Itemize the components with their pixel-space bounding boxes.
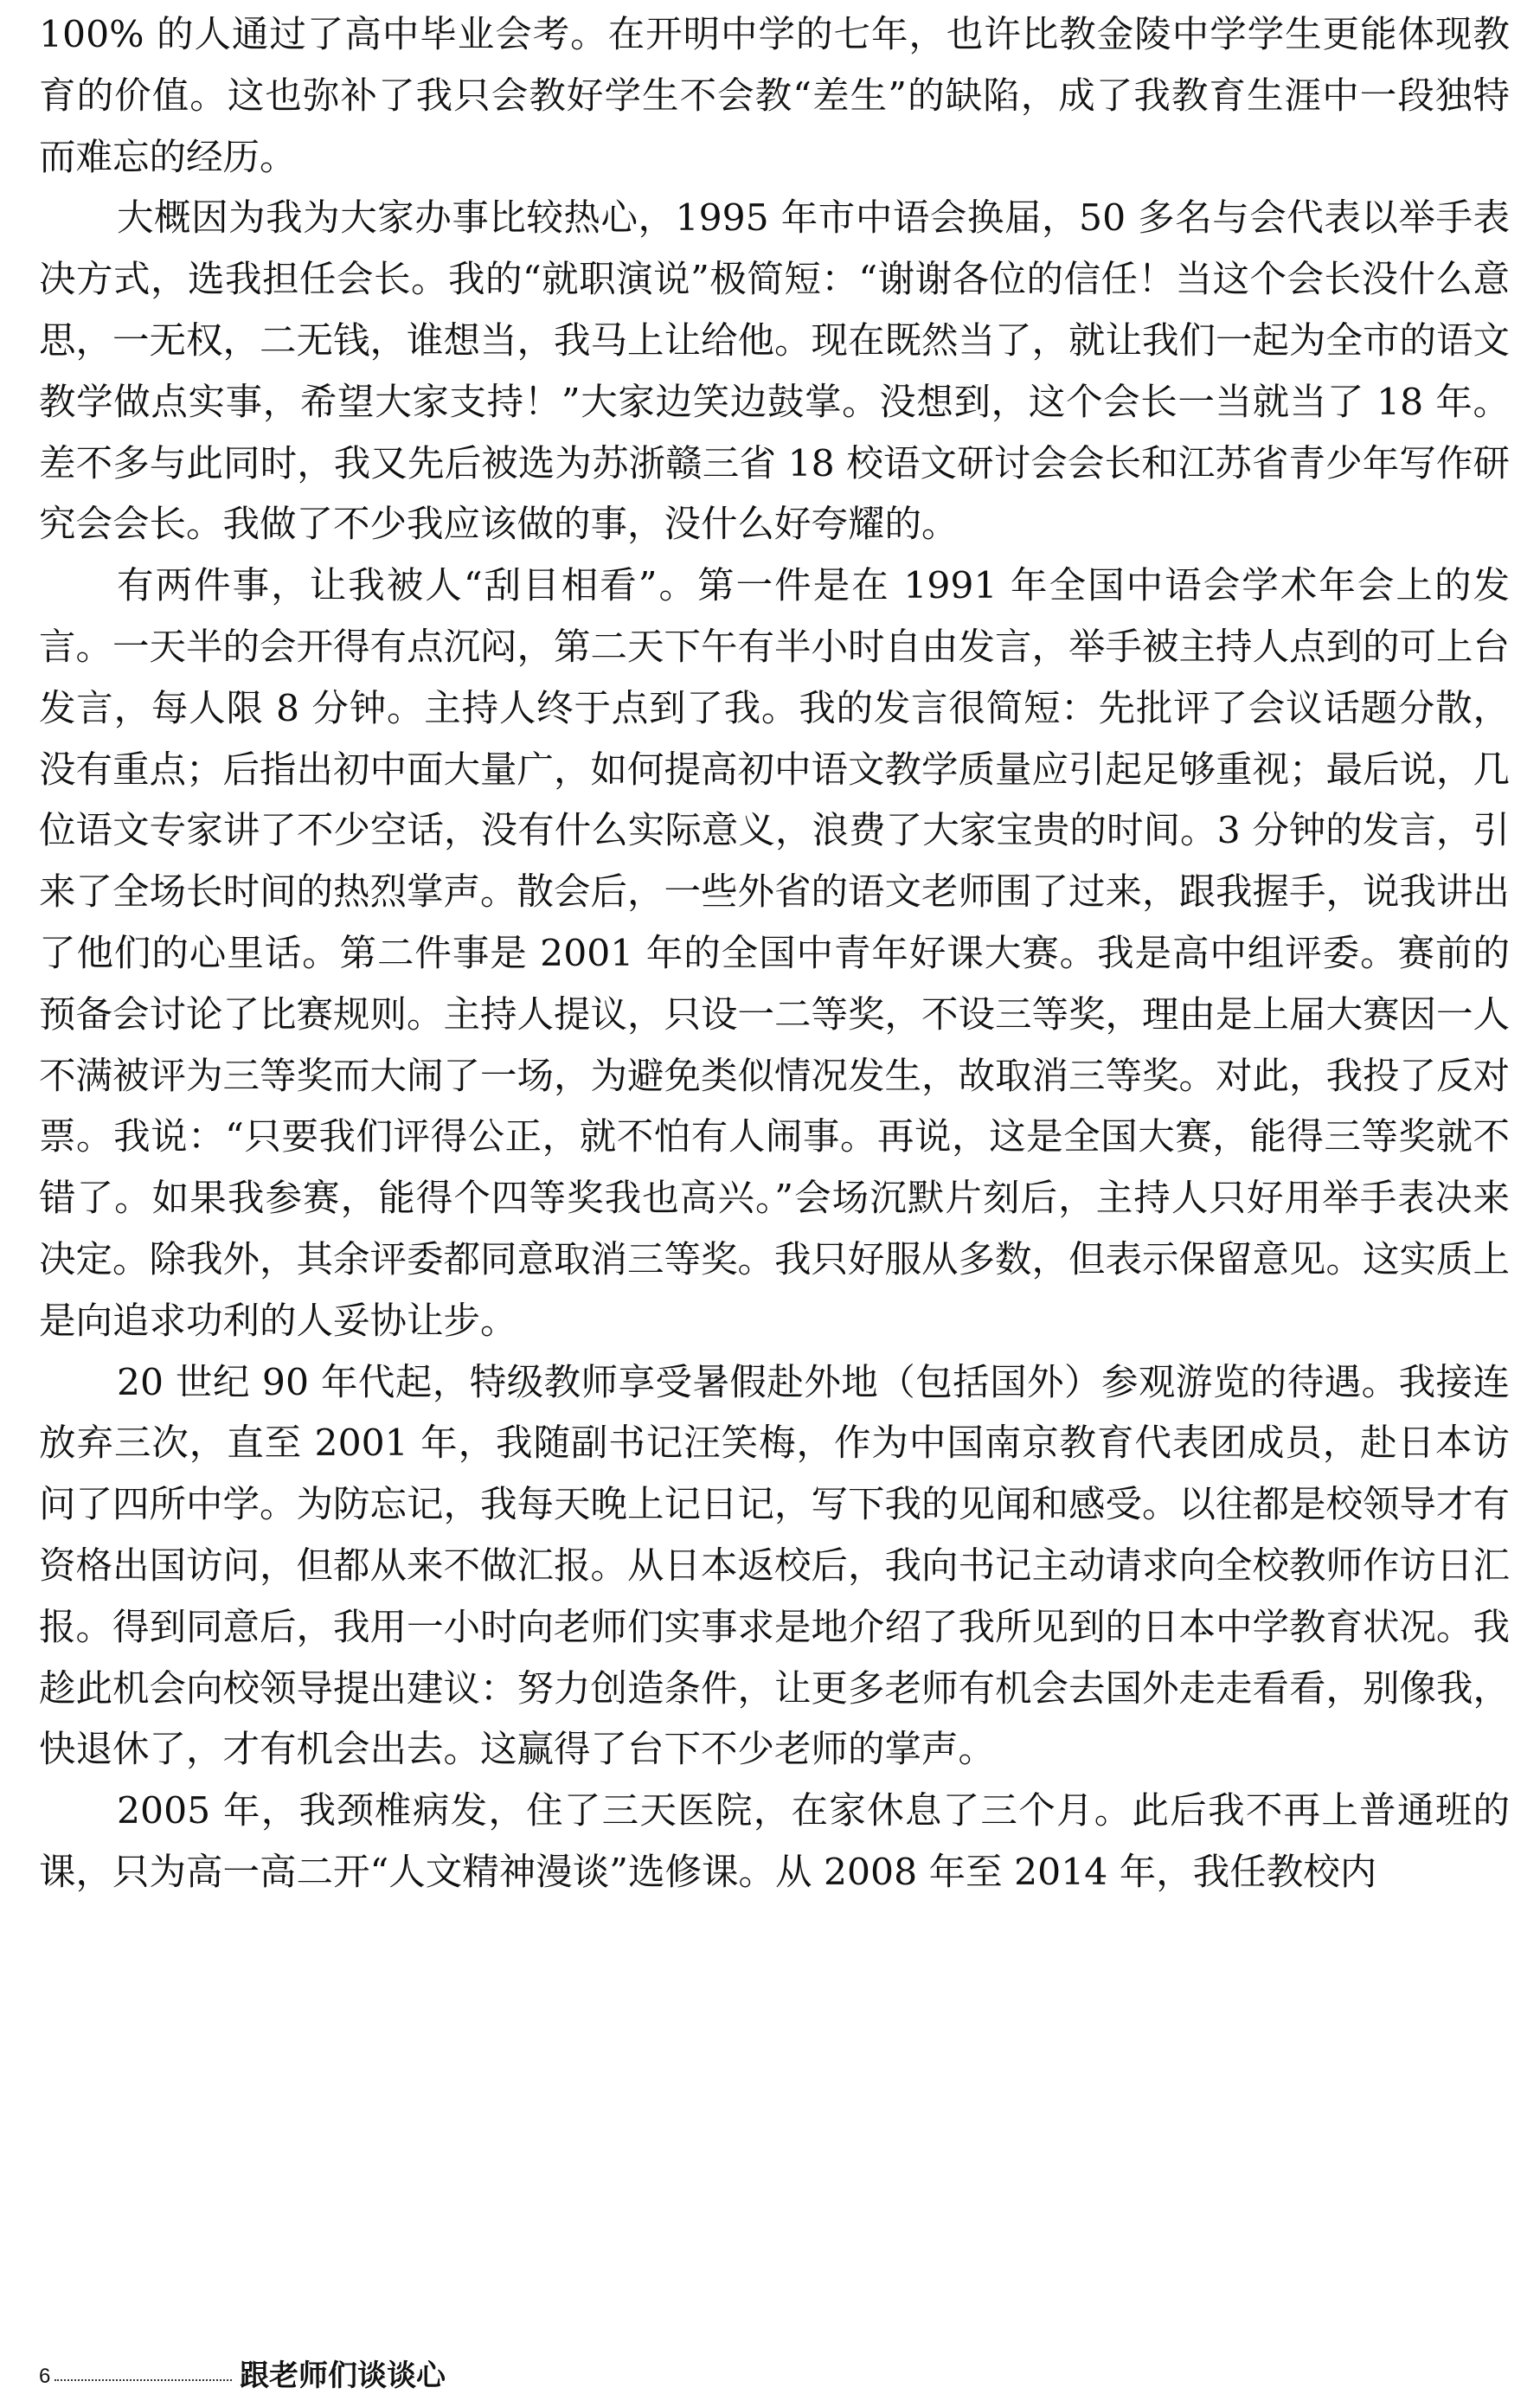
body-text <box>39 5 1510 1904</box>
paragraph-association-president: 大概因为我为大家办事比较热心，1995 年市中语会换届，50 多名与会代表以举手表决方式，选我担任会长。我的“就职演说”极简短：“谢谢各位的信任！当这个会长没什么意思，一无权，二无钱，谁想当，我马上让给他。现在既然当了，就让我们一起为全市的语文教学做点实事，希望大家支持！”大家边笑边鼓掌。没想到，这个会长一当就当了 18 年。差不多与此同时，我又先后被选为苏浙赣三省 18 校语文研讨会会长和江苏省青少年写作研究会会长。我做了不少我应该做的事，没什么好夸耀的。 <box>39 197 1511 547</box>
dotted-rule <box>55 2379 232 2381</box>
running-book-title: 跟老师们谈谈心 <box>240 2359 446 2393</box>
page-number: 6 <box>39 2365 51 2388</box>
paragraph-japan-visit: 20 世纪 90 年代起，特级教师享受暑假赴外地（包括国外）参观游览的待遇。我接连放弃三次，直至 2001 年，我随副书记汪笑梅，作为中国南京教育代表团成员，赴日本访问了四所中学。为防忘记，我每天晚上记日记，写下我的见闻和感受。以往都是校领导才有资格出国访问，但都从来不做汇报。从日本返校后，我向书记主动请求向全校教师作访日汇报。得到同意后，我用一小时向老师们实事求是地介绍了我所见到的日本中学教育状况。我趁此机会向校领导提出建议：努力创造条件，让更多老师有机会去国外走走看看，别像我，快退休了，才有机会出去。这赢得了台下不少老师的掌声。 <box>39 1361 1511 1772</box>
paragraph-two-events: 有两件事，让我被人“刮目相看”。第一件是在 1991 年全国中语会学术年会上的发言。一天半的会开得有点沉闷，第二天下午有半小时自由发言，举手被主持人点到的可上台发言，每人限 8 分钟。主持人终于点到了我。我的发言很简短：先批评了会议话题分散，没有重点；后指出初中面大量广，如何提高初中语文教学质量应引起足够重视；最后说，几位语文专家讲了不少空话，没有什么实际意义，浪费了大家宝贵的时间。3 分钟的发言，引来了全场长时间的热烈掌声。散会后，一些外省的语文老师围了过来，跟我握手，说我讲出了他们的心里话。第二件事是 2001 年的全国中青年好课大赛。我是高中组评委。赛前的预备会讨论了比赛规则。主持人提议，只设一二等奖，不设三等奖，理由是上届大赛因一人不满被评为三等奖而大闹了一场，为避免类似情况发生，故取消三等奖。对此，我投了反对票。我说：“只要我们评得公正，就不怕有人闹事。再说，这是全国大赛，能得三等奖就不错了。如果我参赛，能得个四等奖我也高兴。”会场沉默片刻后，主持人只好用举手表决来决定。除我外，其余评委都同意取消三等奖。我只好服从多数，但表示保留意见。这实质上是向追求功利的人妥协让步。 <box>39 565 1511 1343</box>
paragraph-2005-illness: 2005 年，我颈椎病发，住了三天医院，在家休息了三个月。此后我不再上普通班的课，只为高一高二开“人文精神漫谈”选修课。从 2008 年至 2014 年，我任教校内 <box>39 1790 1510 1894</box>
paragraph-continued: 100% 的人通过了高中毕业会考。在开明中学的七年，也许比教金陵中学学生更能体现教育的价值。这也弥补了我只会教好学生不会教“差生”的缺陷，成了我教育生涯中一段独特而难忘的经历。 <box>39 14 1510 179</box>
page-footer <box>39 2358 489 2394</box>
